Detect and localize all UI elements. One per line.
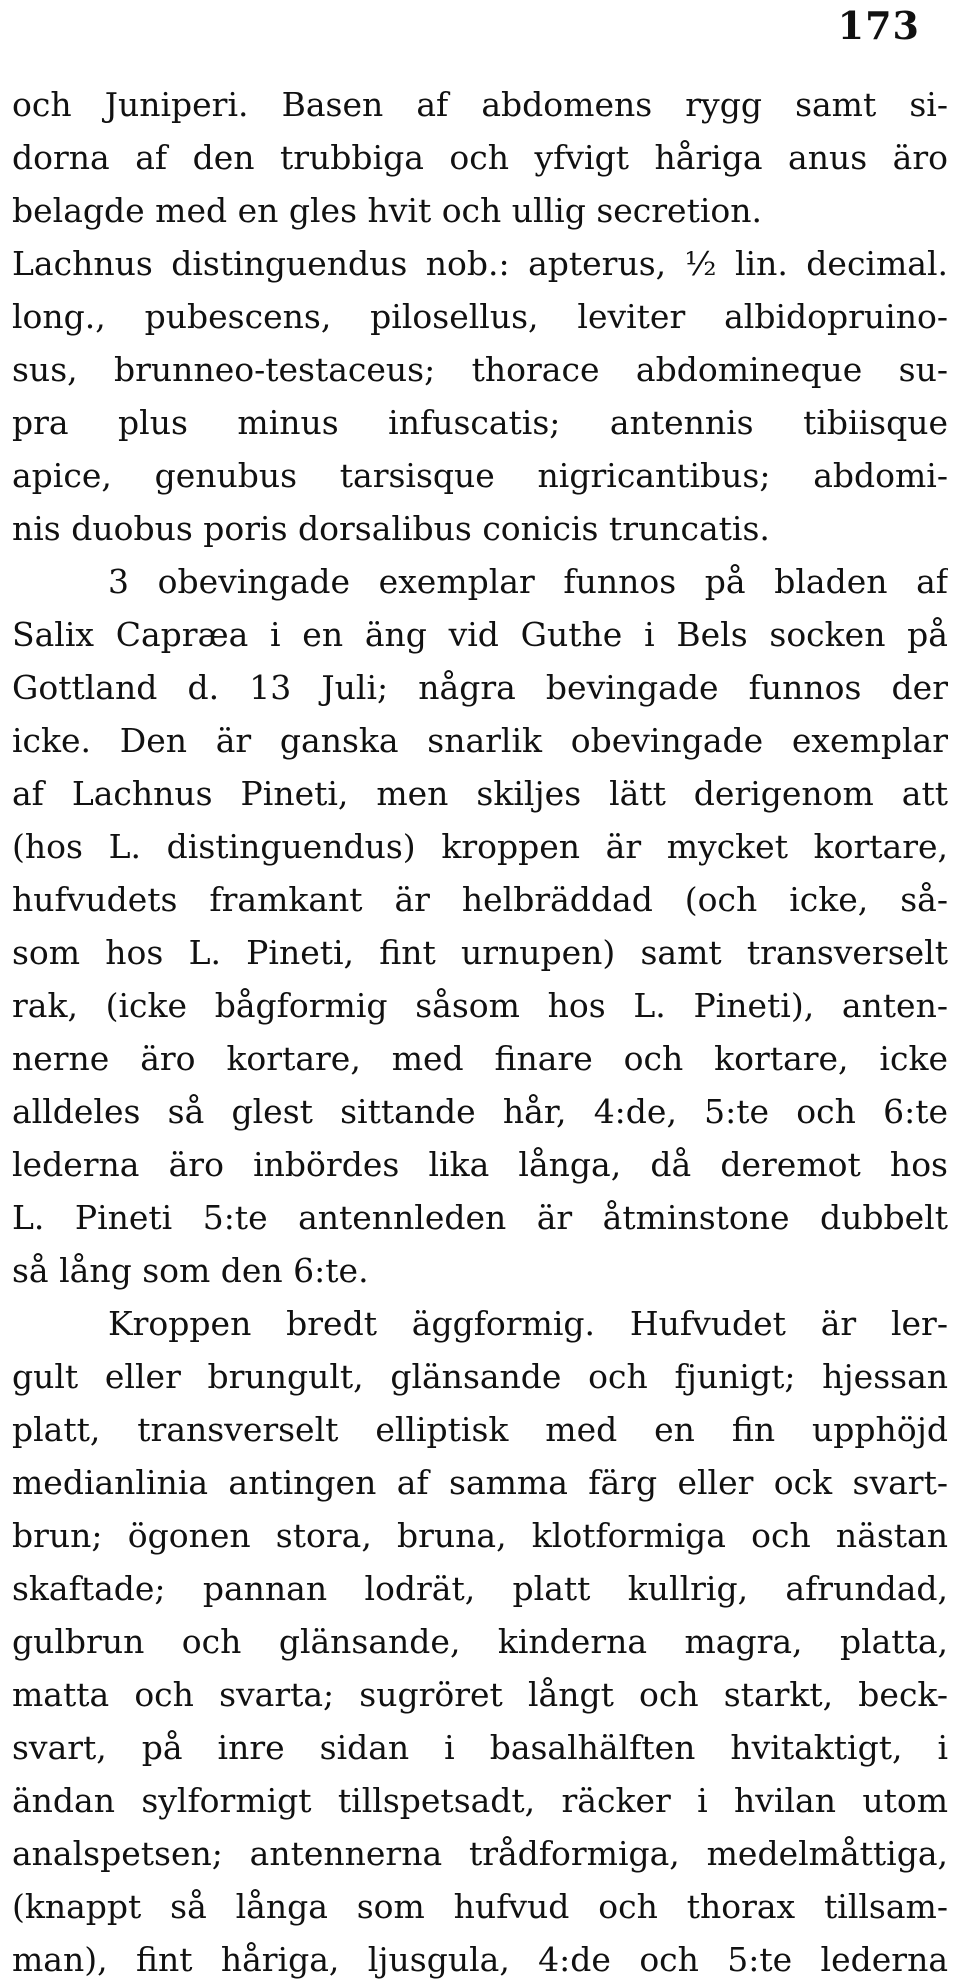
text-line: matta och svarta; sugröret långt och starkt, beck- [12, 1675, 948, 1714]
text-line: ändan sylformigt tillspetsadt, räcker i hvilan utom [12, 1781, 948, 1820]
text-line: pra plus minus infuscatis; antennis tibiisque [12, 403, 948, 442]
text-line: platt, transverselt elliptisk med en fin upphöjd [12, 1410, 948, 1449]
body-text [12, 78, 948, 1986]
text-line: long., pubescens, pilosellus, leviter albidopruino- [12, 297, 948, 336]
text-line: som hos L. Pineti, fint urnupen) samt transverselt [12, 933, 948, 972]
text-line: och Juniperi. Basen af abdomens rygg samt si- [12, 85, 948, 124]
text-line: nis duobus poris dorsalibus conicis truncatis. [12, 509, 770, 548]
text-line: L. Pineti 5:te antennleden är åtminstone dubbelt [12, 1198, 948, 1237]
text-line: apice, genubus tarsisque nigricantibus; abdomi- [12, 456, 948, 495]
text-line: nerne äro kortare, med finare och kortare, icke [12, 1039, 948, 1078]
text-line: analspetsen; antennerna trådformiga, medelmåttiga, [12, 1834, 948, 1873]
text-line: rak, (icke bågformig såsom hos L. Pineti), anten- [12, 986, 948, 1025]
text-line: lederna äro inbördes lika långa, då deremot hos [12, 1145, 948, 1184]
text-line: icke. Den är ganska snarlik obevingade exemplar [12, 721, 948, 760]
text-line: 3 obevingade exemplar funnos på bladen af [108, 562, 948, 601]
text-line: Salix Capræa i en äng vid Guthe i Bels socken på [12, 615, 948, 654]
text-line: brun; ögonen stora, bruna, klotformiga och nästan [12, 1516, 948, 1555]
text-line: medianlinia antingen af samma färg eller ock svart- [12, 1463, 948, 1502]
text-line: så lång som den 6:te. [12, 1251, 369, 1290]
text-line: (hos L. distinguendus) kroppen är mycket kortare, [12, 827, 948, 866]
text-line: skaftade; pannan lodrät, platt kullrig, afrundad, [12, 1569, 948, 1608]
text-line: svart, på inre sidan i basalhälften hvitaktigt, i [12, 1728, 948, 1767]
text-line: belagde med en gles hvit och ullig secretion. [12, 191, 762, 230]
text-line: alldeles så glest sittande hår, 4:de, 5:te och 6:te [12, 1092, 948, 1131]
text-line: man), fint håriga, ljusgula, 4:de och 5:te lederna [12, 1940, 948, 1979]
text-line: Kroppen bredt äggformig. Hufvudet är ler- [108, 1304, 948, 1343]
page-number: 173 [837, 3, 920, 48]
text-line: sus, brunneo-testaceus; thorace abdomineque su- [12, 350, 948, 389]
text-line: af Lachnus Pineti, men skiljes lätt derigenom att [12, 774, 948, 813]
text-line: dorna af den trubbiga och yfvigt håriga anus äro [12, 138, 948, 177]
text-line: hufvudets framkant är helbräddad (och icke, så- [12, 880, 948, 919]
text-line: gulbrun och glänsande, kinderna magra, platta, [12, 1622, 948, 1661]
text-line: Gottland d. 13 Juli; några bevingade funnos der [12, 668, 948, 707]
text-line: (knappt så långa som hufvud och thorax tillsam- [12, 1887, 948, 1926]
text-line: gult eller brungult, glänsande och fjunigt; hjessan [12, 1357, 948, 1396]
text-line: Lachnus distinguendus nob.: apterus, ½ lin. decimal. [12, 244, 948, 283]
